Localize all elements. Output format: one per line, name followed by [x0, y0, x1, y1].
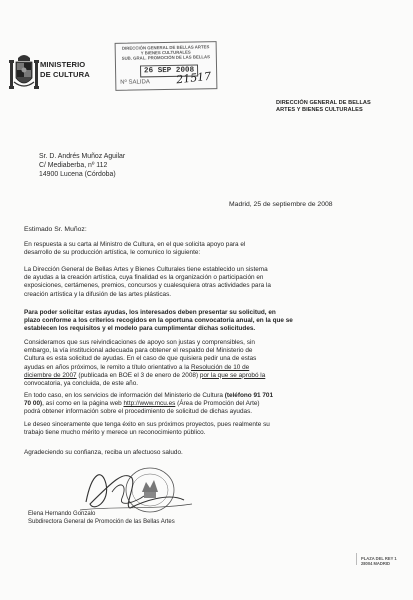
coat-of-arms-icon — [8, 52, 40, 96]
paragraph-3 — [24, 309, 388, 334]
department-line-1: DIRECCIÓN GENERAL DE BELLAS — [276, 100, 371, 106]
paragraph-3-line: Para poder solicitar estas ayudas, los interesados deben presentar su solicitud, en — [24, 309, 276, 316]
p5-text: (Área de Promoción del Arte) — [175, 400, 260, 408]
paragraph-6-line: Le deseo sinceramente que tenga éxito en sus próximos proyectos, pues realmente su — [24, 421, 270, 428]
footer-line-2: 28004 MADRID — [361, 561, 390, 567]
paragraph-1-line: desarrollo de su producción artística, le comunico lo siguiente: — [24, 249, 201, 257]
paragraph-5-line: podrá obtener información sobre el procedimiento de solicitud de dichas ayudas. — [24, 408, 253, 416]
paragraph-4-line: Cultura es esta solicitud de ayudas. En el caso de que quisiera pedir una de estas — [24, 355, 257, 363]
signer-name: Elena Hernando Gonzalo — [28, 511, 96, 517]
stamp-line-2: Y BIENES CULTURALES — [140, 49, 191, 56]
paragraph-2 — [24, 266, 388, 299]
p4-text: ayudas en años próximos, le remito a título orientativo a la — [24, 363, 191, 371]
closing — [24, 449, 388, 457]
registry-stamp — [115, 41, 218, 91]
p5-text: , así como en la página web — [42, 400, 124, 408]
phone-number-cont: 70 00) — [24, 400, 43, 408]
signer-block — [28, 511, 175, 526]
footer-line-1: PLAZA DEL REY 1 — [361, 556, 397, 561]
department-name — [276, 100, 371, 114]
paragraph-4-line: embargo, la vía institucional adecuada para obtener el respaldo del Ministerio de — [24, 347, 253, 355]
phone-number: (teléfono 91 701 — [224, 392, 274, 399]
ministry-line-1: MINISTERIO — [40, 60, 86, 69]
paragraph-1-line: En respuesta a su carta al Ministro de Cultura, en el que solicita apoyo para el — [24, 241, 246, 248]
ministry-name — [40, 60, 90, 79]
p5-text: En todo caso, en los servicios de información del Ministerio de Cultura — [24, 392, 225, 399]
stamp-salida-label: Nº SALIDA — [120, 79, 150, 86]
p4-text: (publicada en BOE el 3 de enero de 2008) — [76, 371, 200, 379]
stamp-line-3: SUB. GRAL. PROMOCIÓN DE LAS BELLAS — [121, 54, 211, 61]
paragraph-4-line: convocatoria, ya concluida, de este año. — [24, 380, 139, 388]
paragraph-2-line: La Dirección General de Bellas Artes y Bienes Culturales tiene establecido un sistema — [24, 266, 268, 273]
paragraph-4-line — [24, 364, 388, 372]
salutation: Estimado Sr. Muñoz: — [24, 226, 87, 233]
paragraph-2-line: exposiciones, certámenes, premios, concursos y cualesquiera otras actividades para la — [24, 282, 271, 290]
recipient-name: Sr. D. Andrés Muñoz Aguilar — [39, 153, 126, 160]
paragraph-6-line: trabajo tiene mucho mérito y merece un reconocimiento público. — [24, 429, 206, 437]
ministry-line-2: DE CULTURA — [40, 69, 90, 79]
paragraph-5-line — [24, 392, 388, 400]
paragraph-1 — [24, 241, 388, 257]
resolution-reference: Resolución de 10 de — [190, 363, 250, 371]
paragraph-6 — [24, 421, 388, 437]
recipient-street: C/ Mediaberba, nº 112 — [39, 162, 108, 169]
footer-address — [361, 556, 397, 566]
stamp-handwritten-number: 21517 — [175, 69, 212, 87]
paragraph-4-line: Consideramos que sus reivindicaciones de apoyo son justas y comprensibles, sin — [24, 339, 255, 346]
resolution-approval: por la que se aprobó la — [199, 371, 266, 379]
paragraph-2-line: de ayudas a la creación artística, cuya finalidad es la organización o participación en — [24, 274, 264, 282]
department-line-2: ARTES Y BIENES CULTURALES — [276, 107, 363, 113]
footer-divider — [356, 553, 357, 565]
resolution-reference-cont: diciembre de 2007 — [24, 371, 77, 379]
recipient-address — [39, 152, 125, 179]
website-link[interactable]: http://www.mcu.es — [123, 400, 176, 408]
paragraph-2-line: creación artística y la difusión de las artes plásticas. — [24, 290, 172, 298]
letter-date: Madrid, 25 de septiembre de 2008 — [229, 201, 333, 208]
closing-line: Agradeciendo su confianza, reciba un afectuoso saludo. — [24, 449, 183, 456]
recipient-city: 14900 Lucena (Córdoba) — [39, 171, 116, 178]
stamp-date: 26 SEP 2008 — [140, 64, 198, 77]
paragraph-4 — [24, 339, 388, 388]
paragraph-3-line: plazo conforme a los criterios recogidos en la oportuna convocatoria anual, en la que se — [24, 317, 293, 325]
stamp-line-1: DIRECCIÓN GENERAL DE BELLAS ARTES — [121, 44, 210, 51]
signer-title: Subdirectora General de Promoción de las Bellas Artes — [28, 518, 175, 525]
paragraph-5-line — [24, 400, 388, 408]
paragraph-5 — [24, 392, 388, 417]
paragraph-4-line — [24, 372, 388, 380]
paragraph-3-line: establecen los requisitos y el modelo para cumplimentar dichas solicitudes. — [24, 325, 256, 333]
